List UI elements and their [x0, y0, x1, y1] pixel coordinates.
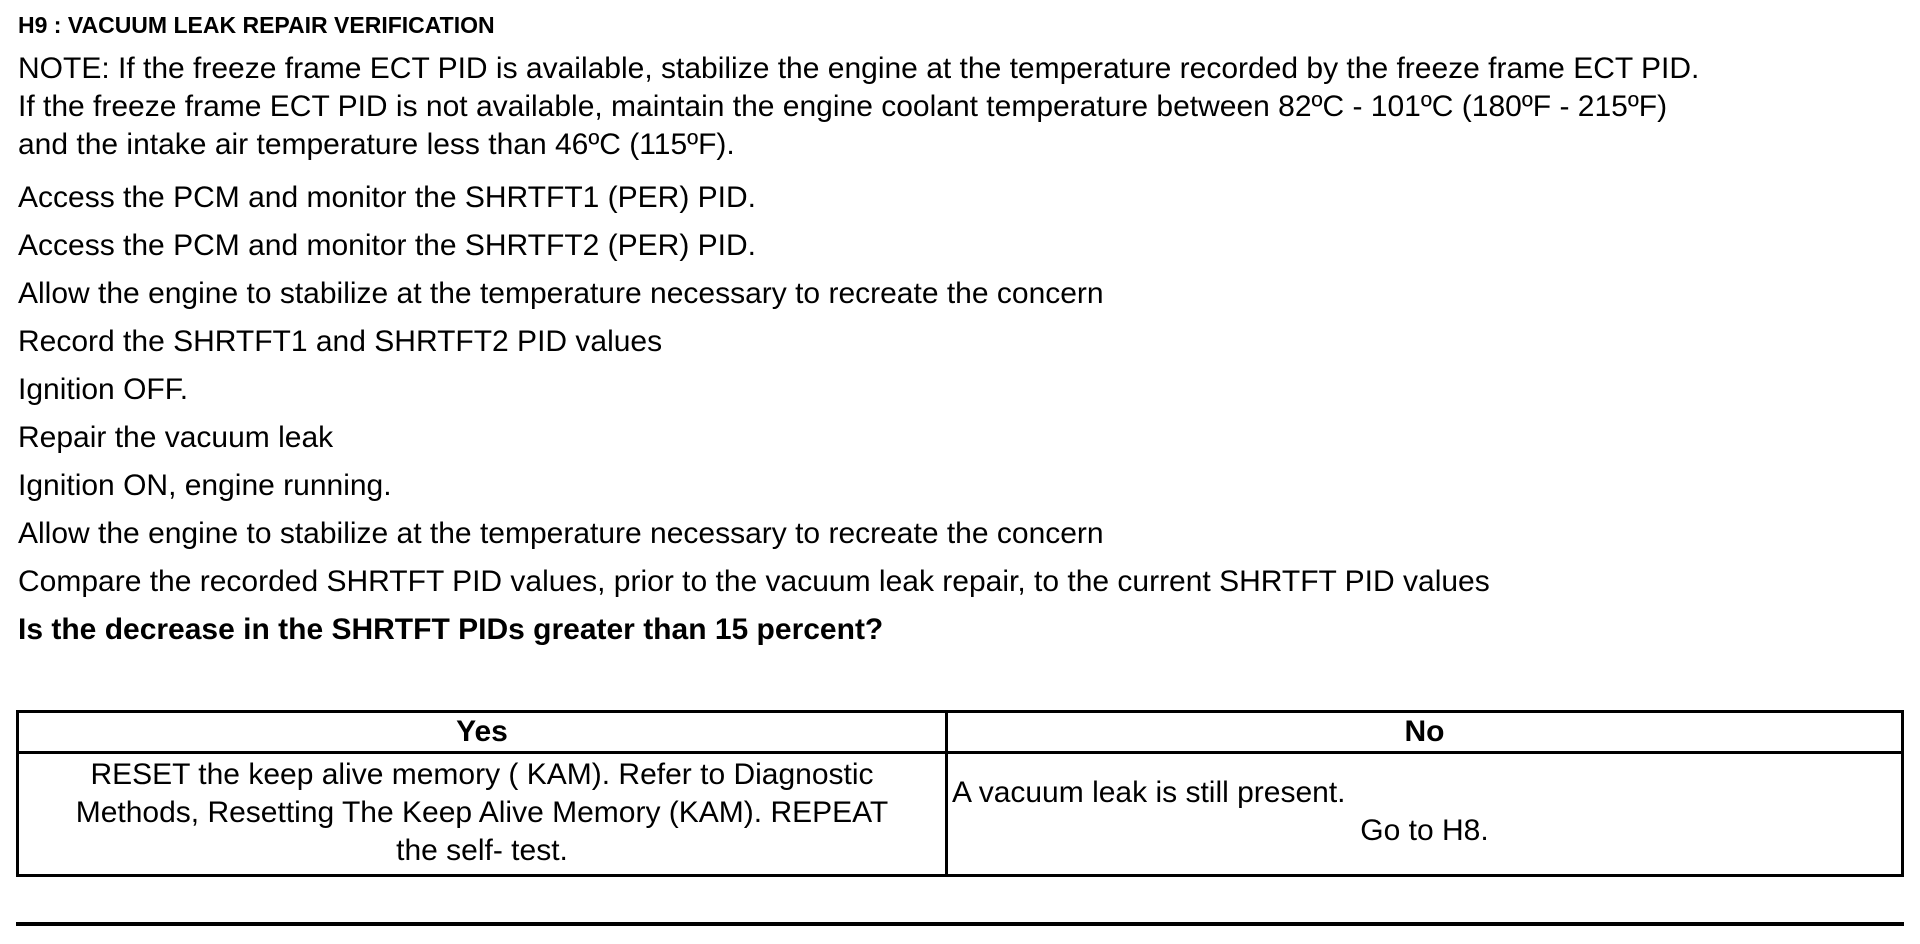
yes-cell: [18, 753, 947, 876]
note-block: [18, 50, 1904, 164]
yes-header: Yes: [18, 712, 947, 753]
page-title: H9 : VACUUM LEAK REPAIR VERIFICATION: [18, 12, 495, 38]
note-line: NOTE: If the freeze frame ECT PID is available, stabilize the engine at the temperature recorded by the freeze frame ECT PID.: [18, 52, 1700, 85]
bottom-divider: [16, 922, 1904, 926]
table-row: [18, 753, 1903, 876]
step-line: Ignition OFF.: [18, 373, 189, 406]
step-line: Allow the engine to stabilize at the temperature necessary to recreate the concern: [18, 517, 1104, 550]
step-line: Compare the recorded SHRTFT PID values, prior to the vacuum leak repair, to the current SHRTFT PID values: [18, 565, 1490, 598]
note-line: If the freeze frame ECT PID is not available, maintain the engine coolant temperature between 82ºC - 101ºC (180ºF - 215ºF): [18, 90, 1668, 123]
yes-line: Methods, Resetting The Keep Alive Memory (KAM). REPEAT: [75, 796, 889, 829]
step-line: Access the PCM and monitor the SHRTFT1 (PER) PID.: [18, 181, 757, 214]
decision-question: Is the decrease in the SHRTFT PIDs greater than 15 percent?: [18, 613, 884, 646]
step-line: Allow the engine to stabilize at the temperature necessary to recreate the concern: [18, 277, 1104, 310]
goto-link-text: Go to H8.: [1360, 814, 1489, 847]
yes-line: RESET the keep alive memory ( KAM). Refer to Diagnostic: [90, 758, 874, 791]
no-cell: [947, 753, 1903, 876]
step-line: Repair the vacuum leak: [18, 421, 334, 454]
answer-table: [16, 710, 1904, 877]
step-line: Record the SHRTFT1 and SHRTFT2 PID values: [18, 325, 663, 358]
step-line: Access the PCM and monitor the SHRTFT2 (PER) PID.: [18, 229, 757, 262]
step-line: Ignition ON, engine running.: [18, 469, 392, 502]
no-line: A vacuum leak is still present.: [952, 776, 1346, 809]
no-header: No: [947, 712, 1903, 753]
note-line: and the intake air temperature less than 46ºC (115ºF).: [18, 128, 735, 161]
steps-list: [16, 174, 1904, 606]
table-header-row: [18, 712, 1903, 753]
document-page: [16, 8, 1904, 867]
yes-line: the self- test.: [396, 834, 568, 867]
